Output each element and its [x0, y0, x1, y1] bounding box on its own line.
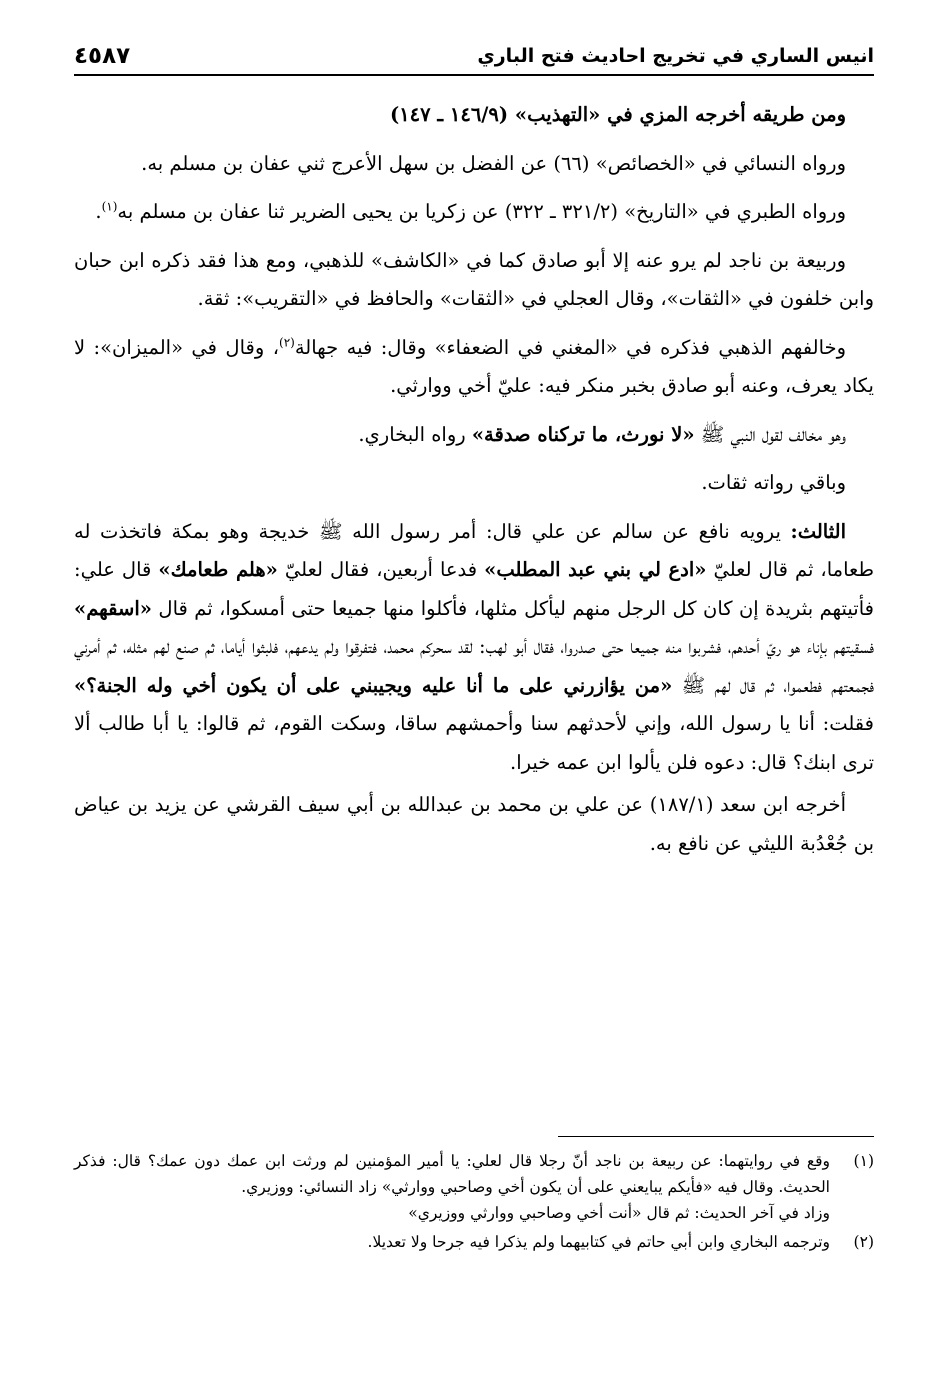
- paragraph-8: [74, 513, 874, 783]
- section-label-third: الثالث:: [790, 519, 846, 543]
- paragraph-7: وباقي رواته ثقات.: [701, 471, 846, 494]
- footnote-ref-1: (١): [101, 199, 118, 214]
- quote-3: «اسقهم»: [74, 596, 152, 620]
- footnote-divider: [558, 1136, 874, 1137]
- paragraph-5-text-a: وخالفهم الذهبي فذكره في «المغني في الضعفاء» وقال: فيه جهالة: [294, 335, 846, 359]
- paragraph-8-text-5: فقلت: أنا يا رسول الله، وإني لأحدثهم سنا وأحمشهم ساقا، وسكت القوم، ثم قالوا: يا أبا طالب ألا ترى ابنك؟ قال: دعوه فلن يألوا ابن عمه خيرا.: [74, 712, 874, 774]
- paragraph-9: أخرجه ابن سعد (١٨٧/١) عن علي بن محمد بن عبدالله بن أبي سيف القرشي عن يزيد بن عياض بن جُعْدُبة الليثي عن نافع به.: [74, 793, 874, 855]
- hadith-quote: «لا نورث، ما تركناه صدقة»: [471, 422, 695, 446]
- paragraph-3-text: ورواه الطبري في «التاريخ» (٣٢١/٢ ـ ٣٢٢) عن زكريا بن يحيى الضرير ثنا عفان بن مسلم به: [117, 200, 846, 223]
- footnotes: [74, 1148, 874, 1258]
- main-text: [74, 96, 874, 873]
- paragraph-8-text-2: فدعا أربعين، فقال لعليّ: [277, 558, 485, 581]
- paragraph-6-text-a: وهو مخالف لقول النبي ﷺ: [694, 422, 846, 446]
- quote-4: «من يؤازرني على ما أنا عليه ويجيبني على أن يكون أخي وله الجنة؟»: [74, 673, 673, 697]
- paragraph-8-text-1: يرويه نافع عن سالم عن علي قال: أمر رسول الله ﷺ خديجة وهو بمكة فاتخذت له طعاما، ثم قال لعليّ: [74, 519, 874, 581]
- footnote-2-number: (٢): [853, 1233, 874, 1251]
- paragraph-3: [74, 193, 874, 232]
- page-number: ٤٥٨٧: [74, 43, 131, 69]
- footnote-1-text-2: وزاد في آخر الحديث: ثم قال «أنت أخي وصاحبي ووارثي ووزيري»: [408, 1204, 830, 1222]
- paragraph-2: ورواه النسائي في «الخصائص» (٦٦) عن الفضل بن سهل الأعرج ثني عفان بن مسلم به.: [141, 151, 846, 175]
- paragraph-6-text-b: رواه البخاري.: [358, 422, 472, 446]
- quote-1: «ادع لي بني عبد المطلب»: [484, 558, 707, 581]
- paragraph-5: [74, 329, 874, 406]
- footnote-ref-2: (٢): [279, 335, 295, 349]
- running-title: انيس الساري في تخريج احاديث فتح الباري: [477, 45, 874, 67]
- footnote-1-number: (١): [853, 1152, 874, 1170]
- quote-2: «هلم طعامك»: [158, 558, 278, 581]
- footnote-2-text: وترجمه البخاري وابن أبي حاتم في كتابيهما ولم يذكرا فيه جرحا ولا تعديلا.: [367, 1233, 830, 1251]
- page-header: [74, 38, 874, 76]
- paragraph-8-text-3: قال علي: فأتيتهم بثريدة إن كان كل الرجل منهم ليأكل مثلها، فأكلوا منها جميعا حتى أمسكوا، ثم قال: [74, 558, 874, 620]
- footnote-1: [74, 1148, 874, 1226]
- paragraph-6: [74, 416, 874, 455]
- paragraph-8-text-4: فسقيتهم بإناء هو ريّ أحدهم، فشربوا منه جميعا حتى صدروا، فقال أبو لهب: لقد سحركم محمد، فتفرقوا ولم يدعهم، فلبثوا أياما، ثم صنع لهم مثله، ثم أمرني فجمعتهم فطعموا، ثم قال لهم ﷺ: [74, 635, 874, 697]
- paragraph-3-end: .: [95, 200, 102, 223]
- paragraph-1-text: ومن طريقه أخرجه المزي في «التهذيب» (١٤٦/٩ ـ ١٤٧): [389, 103, 846, 126]
- footnote-2: [74, 1229, 874, 1255]
- paragraph-5-text-b: ، وقال في «الميزان»: لا يكاد يعرف، وعنه أبو صادق بخبر منكر فيه: عليّ أخي ووارثي.: [74, 335, 874, 397]
- footnote-1-text: وقع في روايتهما: عن ربيعة بن ناجد أنّ رجلا قال لعلي: يا أمير المؤمنين لم ورثت ابن عمك دون عمك؟ قال: فذكر الحديث. وقال فيه «فأيكم يبايعني على أن يكون أخي وصاحبي ووارثي» زاد النسائي: ووزيري.: [74, 1152, 830, 1196]
- paragraph-4: وربيعة بن ناجد لم يرو عنه إلا أبو صادق كما في «الكاشف» للذهبي، ومع هذا فقد ذكره ابن حبان وابن خلفون في «الثقات»، وقال العجلي في «الثقات» والحافظ في «التقريب»: ثقة.: [74, 248, 874, 310]
- paragraph-1: [74, 96, 874, 135]
